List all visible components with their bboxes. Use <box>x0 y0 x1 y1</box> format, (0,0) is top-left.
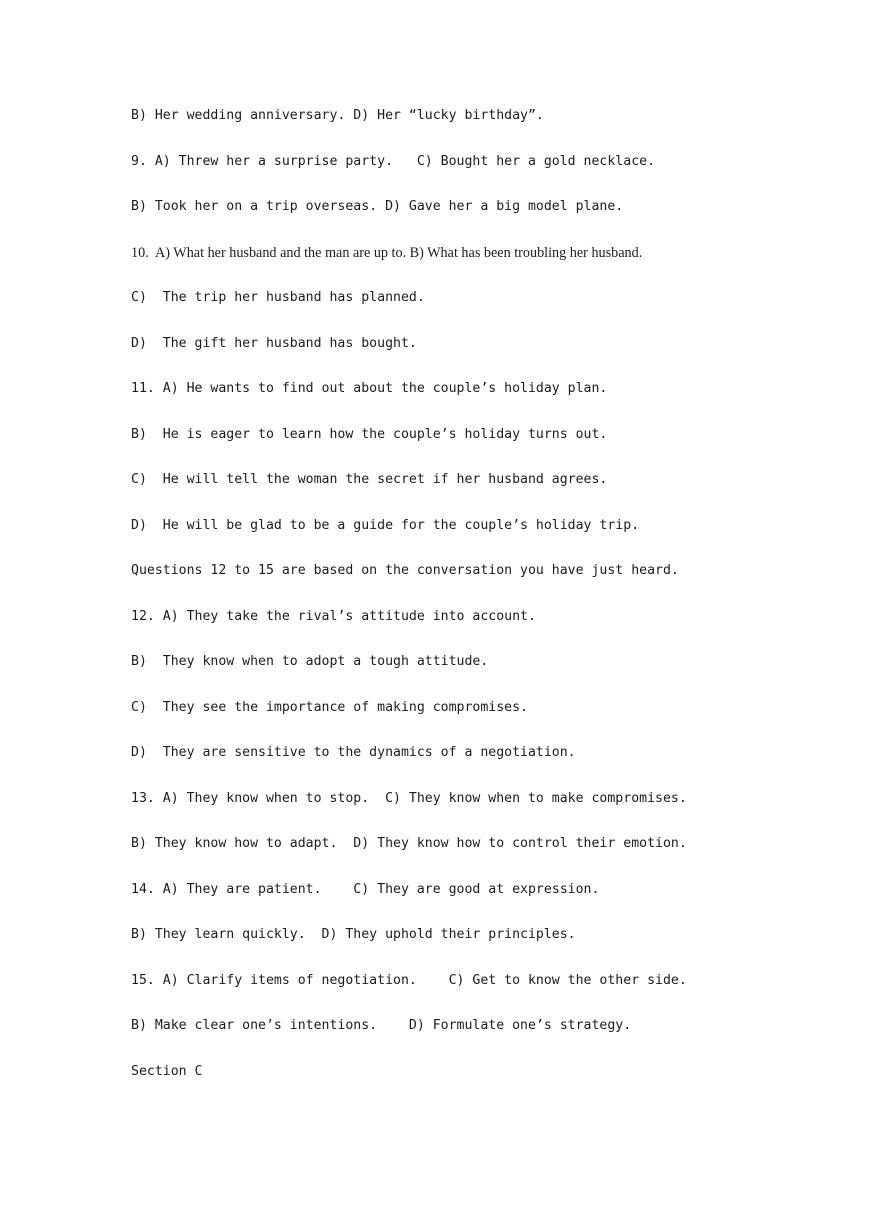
text-line-q10-option-c: C) The trip her husband has planned. <box>131 290 425 305</box>
text-line-q10-options-ab: 10. A) What her husband and the man are up to. B) What has been troubling her husband. <box>131 245 643 261</box>
text-line-q13-options-bd: B) They know how to adapt. D) They know how to control their emotion. <box>131 836 687 851</box>
text-line-q14-options-ac: 14. A) They are patient. C) They are good at expression. <box>131 882 600 897</box>
text-line-q9-options-ac: 9. A) Threw her a surprise party. C) Bought her a gold necklace. <box>131 154 656 169</box>
text-line-q11-option-a: 11. A) He wants to find out about the couple’s holiday plan. <box>131 381 608 396</box>
text-line-q8-options-bd: B) Her wedding anniversary. D) Her “lucky birthday”. <box>131 108 544 123</box>
section-c-heading: Section C <box>131 1064 203 1079</box>
text-line-q15-options-bd: B) Make clear one’s intentions. D) Formulate one’s strategy. <box>131 1018 632 1033</box>
text-line-q12-option-d: D) They are sensitive to the dynamics of a negotiation. <box>131 745 576 760</box>
text-line-questions-12-15-heading: Questions 12 to 15 are based on the conversation you have just heard. <box>131 563 679 578</box>
text-line-q11-option-c: C) He will tell the woman the secret if her husband agrees. <box>131 472 608 487</box>
text-line-q13-options-ac: 13. A) They know when to stop. C) They know when to make compromises. <box>131 791 687 806</box>
text-line-q10-option-d: D) The gift her husband has bought. <box>131 336 417 351</box>
text-line-q9-options-bd: B) Took her on a trip overseas. D) Gave her a big model plane. <box>131 199 624 214</box>
text-line-q12-option-b: B) They know when to adopt a tough attitude. <box>131 654 489 669</box>
text-line-q12-option-c: C) They see the importance of making compromises. <box>131 700 528 715</box>
text-line-q11-option-b: B) He is eager to learn how the couple’s holiday turns out. <box>131 427 608 442</box>
text-line-q15-options-ac: 15. A) Clarify items of negotiation. C) Get to know the other side. <box>131 973 687 988</box>
text-line-q11-option-d: D) He will be glad to be a guide for the couple’s holiday trip. <box>131 518 640 533</box>
text-line-q12-option-a: 12. A) They take the rival’s attitude into account. <box>131 609 536 624</box>
text-line-q14-options-bd: B) They learn quickly. D) They uphold their principles. <box>131 927 576 942</box>
